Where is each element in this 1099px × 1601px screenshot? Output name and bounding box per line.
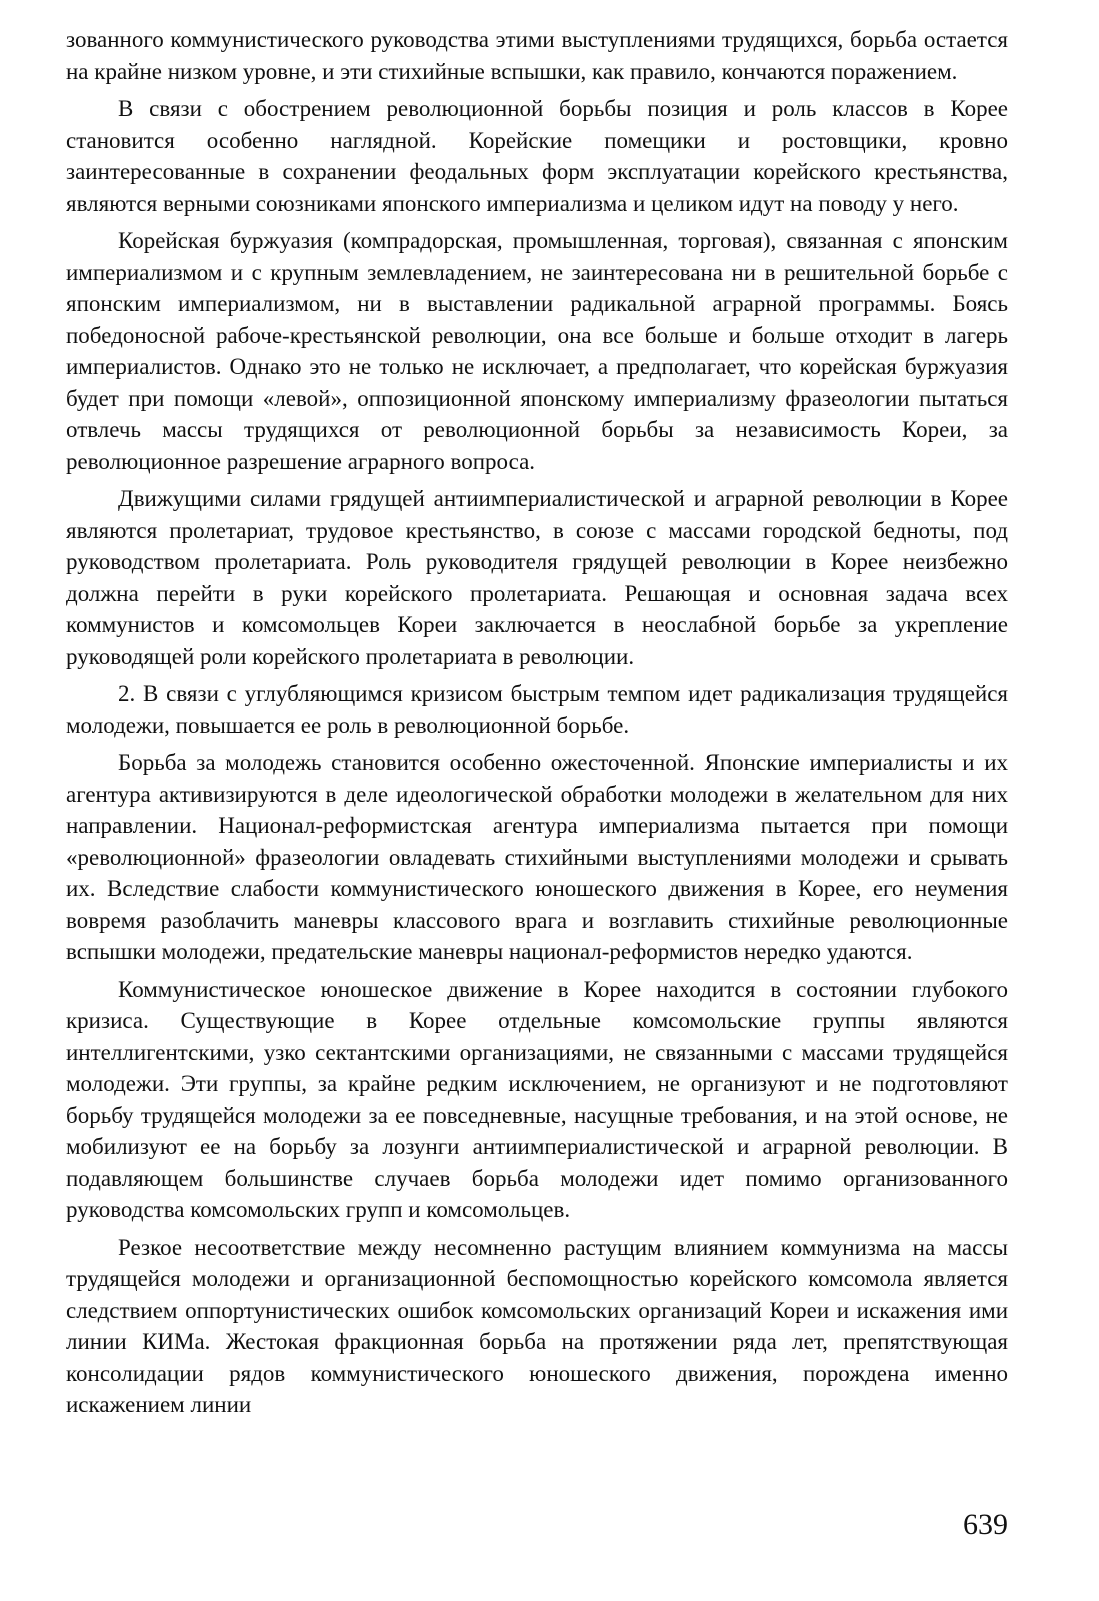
paragraph-7: Коммунистическое юношеское движение в Корее находится в состоянии глубокого кризиса. Существующие в Корее отдельные комсомольские группы являются интеллигентскими, узко сектантскими организациями, не связанными с массами трудящейся молодежи. Эти группы, за крайне редким исключением, не организуют и не подготовляют борьбу трудящейся молодежи за ее повседневные, насущные требования, и на этой основе, не мобилизуют ее на борьбу за лозунги антиимпериалистической и аграрной революции. В подавляющем большинстве случаев борьба молодежи идет помимо организованного руководства комсомольских групп и комсомольцев. (66, 976, 1008, 1222)
paragraph-1: зованного коммунистического руководства этими выступлениями трудящихся, борьба остается на крайне низком уровне, и эти стихийные вспышки, как правило, кончаются поражением. (66, 27, 1008, 84)
paragraph-5: 2. В связи с углубляющимся кризисом быстрым темпом идет радикализация трудящейся молодежи, повышается ее роль в революционной борьбе. (66, 681, 1008, 738)
paragraph-4: Движущими силами грядущей антиимпериалистической и аграрной революции в Корее являются пролетариат, трудовое крестьянство, в союзе с массами городской бедноты, под руководством пролетариата. Роль руководителя грядущей революции в Корее неизбежно должна перейти в руки корейского пролетариата. Решающая и основная задача всех коммунистов и комсомольцев Кореи заключается в неослабной борьбе за укрепление руководящей роли корейского пролетариата в революции. (66, 486, 1008, 669)
paragraph-3: Корейская буржуазия (компрадорская, промышленная, торговая), связанная с японским империализмом и с крупным землевладением, не заинтересована ни в решительной борьбе с японским империализмом, ни в выставлении радикальной аграрной программы. Боясь победоносной рабоче-крестьянской революции, она все больше и больше отходит в лагерь империалистов. Однако это не только не исключает, а предполагает, что корейская буржуазия будет при помощи «левой», оппозиционной японскому империализму фразеологии пытаться отвлечь массы трудящихся от революционной борьбы за независимость Кореи, за революционное разрешение аграрного вопроса. (66, 228, 1008, 474)
paragraph-2: В связи с обострением революционной борьбы позиция и роль классов в Корее становится особенно наглядной. Корейские помещики и ростовщики, кровно заинтересованные в сохранении феодальных форм эксплуатации корейского крестьянства, являются верными союзниками японского империализма и целиком идут на поводу у него. (66, 96, 1008, 216)
paragraph-6: Борьба за молодежь становится особенно ожесточенной. Японские империалисты и их агентура активизируются в деле идеологической обработки молодежи в желательном для них направлении. Национал-реформистская агентура империализма пытается при помощи «революционной» фразеологии овладевать стихийными выступлениями молодежи и срывать их. Вследствие слабости коммунистического юношеского движения в Корее, его неумения вовремя разоблачить маневры классового врага и возглавить стихийные революционные вспышки молодежи, предательские маневры национал-реформистов нередко удаются. (66, 750, 1008, 964)
page-body (66, 24, 1008, 1584)
page-number: 639 (963, 1508, 1008, 1541)
paragraph-8: Резкое несоответствие между несомненно растущим влиянием коммунизма на массы трудящейся молодежи и организационной беспомощностью корейского комсомола является следствием оппортунистических ошибок комсомольских организаций Кореи и искажения ими линии КИМа. Жестокая фракционная борьба на протяжении ряда лет, препятствующая консолидации рядов коммунистического юношеского движения, порождена именно искажением линии (66, 1234, 1008, 1417)
